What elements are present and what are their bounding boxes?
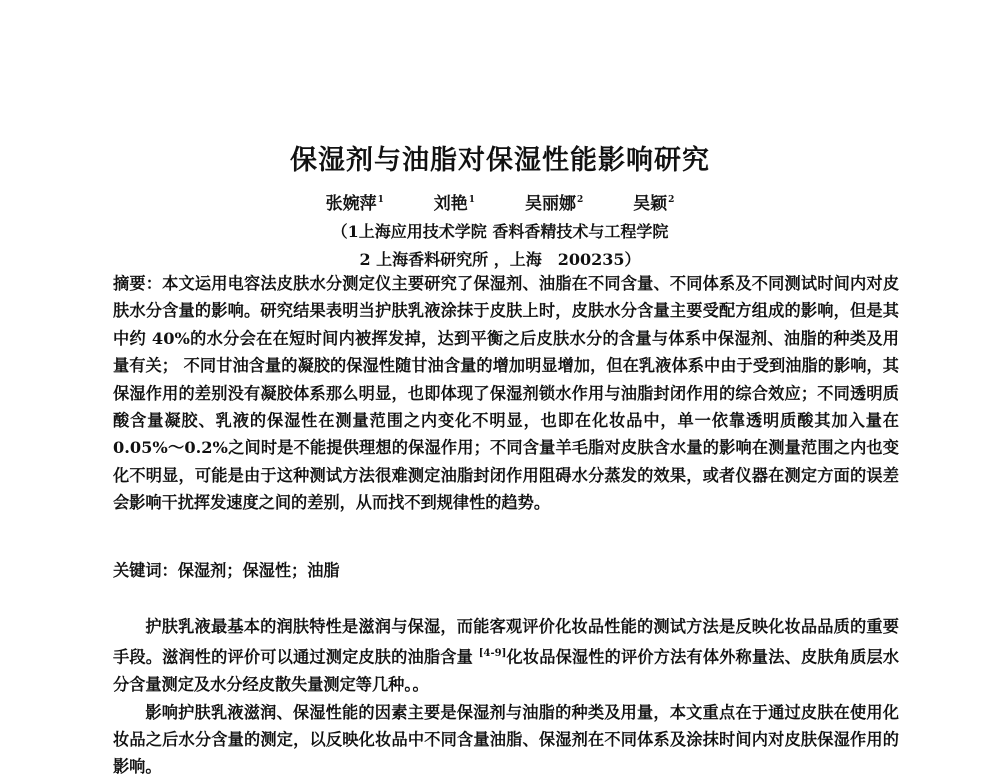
abstract-text: 本文运用电容法皮肤水分测定仪主要研究了保湿剂、油脂在不同含量、不同体系及不同测试时间内对皮肤水分含量的影响。研究结果表明当护肤乳液涂抹于皮肤上时，皮肤水分含量主要受配方组成的影响，但是其中约 40%的水分会在在短时间内被挥发掉，达到平衡之后皮肤水分的含量与体系中保湿剂、油脂的种类及用量有关； 不同甘油含量的凝胶的保湿性随甘油含量的增加明显增加，但在乳液体系中由于受到油脂的影响，其保湿作用的差别没有凝胶体系那么明显，也即体现了保湿剂锁水作用与油脂封闭作用的综合效应；不同透明质酸含量凝胶、乳液的保湿性在测量范围之内变化不明显，也即在化妆品中，单一依靠透明质酸其加入量在 0.05%～0.2%之间时是不能提供理想的保湿作用；不同含量羊毛脂对皮肤含水量的影响在测量范围之内也变化不明显，可能是由于这种测试方法很难测定油脂封闭作用阻碍水分蒸发的效果，或者仪器在测定方面的误差会影响干扰挥发速度之间的差别，从而找不到规律性的趋势。 <box>113 274 900 513</box>
abstract-label: 摘要： <box>113 274 163 293</box>
author-1 <box>326 189 384 214</box>
citation-ref: [4-9] <box>478 648 507 660</box>
affiliation-mark: 1 <box>377 195 384 206</box>
author-list <box>0 189 1000 214</box>
author-3 <box>525 189 583 214</box>
body-paragraph-2: 影响护肤乳液滋润、保湿性能的因素主要是保湿剂与油脂的种类及用量，本文重点在于通过皮肤在使用化妆品之后水分含量的测定，以反映化妆品中不同含量油脂、保湿剂在不同体系及涂抹时间内对皮肤保湿作用的影响。 <box>113 702 899 777</box>
keywords <box>113 557 899 584</box>
abstract <box>113 270 899 517</box>
keywords-text: 保湿剂；保湿性；油脂 <box>177 561 340 580</box>
author-4 <box>633 189 674 214</box>
body-text <box>113 613 899 781</box>
paper-title: 保湿剂与油脂对保湿性能影响研究 <box>290 145 710 176</box>
author-name: 吴颖 <box>633 194 668 214</box>
body-paragraph-1 <box>113 613 899 699</box>
affiliation-line-1: （1上海应用技术学院 香料香精技术与工程学院 <box>331 222 669 241</box>
affiliation-mark: 2 <box>576 195 584 206</box>
paragraph-text: 护肤乳液最基本的润肤特性是滋润与保湿，而能客观评价化妆品性能的测试方法是反映化妆品品质的重要手段。滋润性的评价可以通过测定皮肤的油脂含量 <box>113 617 899 667</box>
author-name: 刘艳 <box>433 194 468 214</box>
paragraph-text: 化妆品保湿性的评价方法有体外称量法、皮肤角质层水分含量测定及水分经皮散失量测定等几种。。 <box>113 647 899 695</box>
keywords-label: 关键词： <box>113 561 178 580</box>
affiliation-mark: 1 <box>468 195 476 206</box>
affiliation-line-2: 2 上海香料研究所 ，上海 200235） <box>359 250 641 269</box>
affiliation-mark: 2 <box>668 195 675 206</box>
author-name: 吴丽娜 <box>524 194 576 214</box>
author-name: 张婉萍 <box>325 194 377 214</box>
author-2 <box>434 189 475 214</box>
